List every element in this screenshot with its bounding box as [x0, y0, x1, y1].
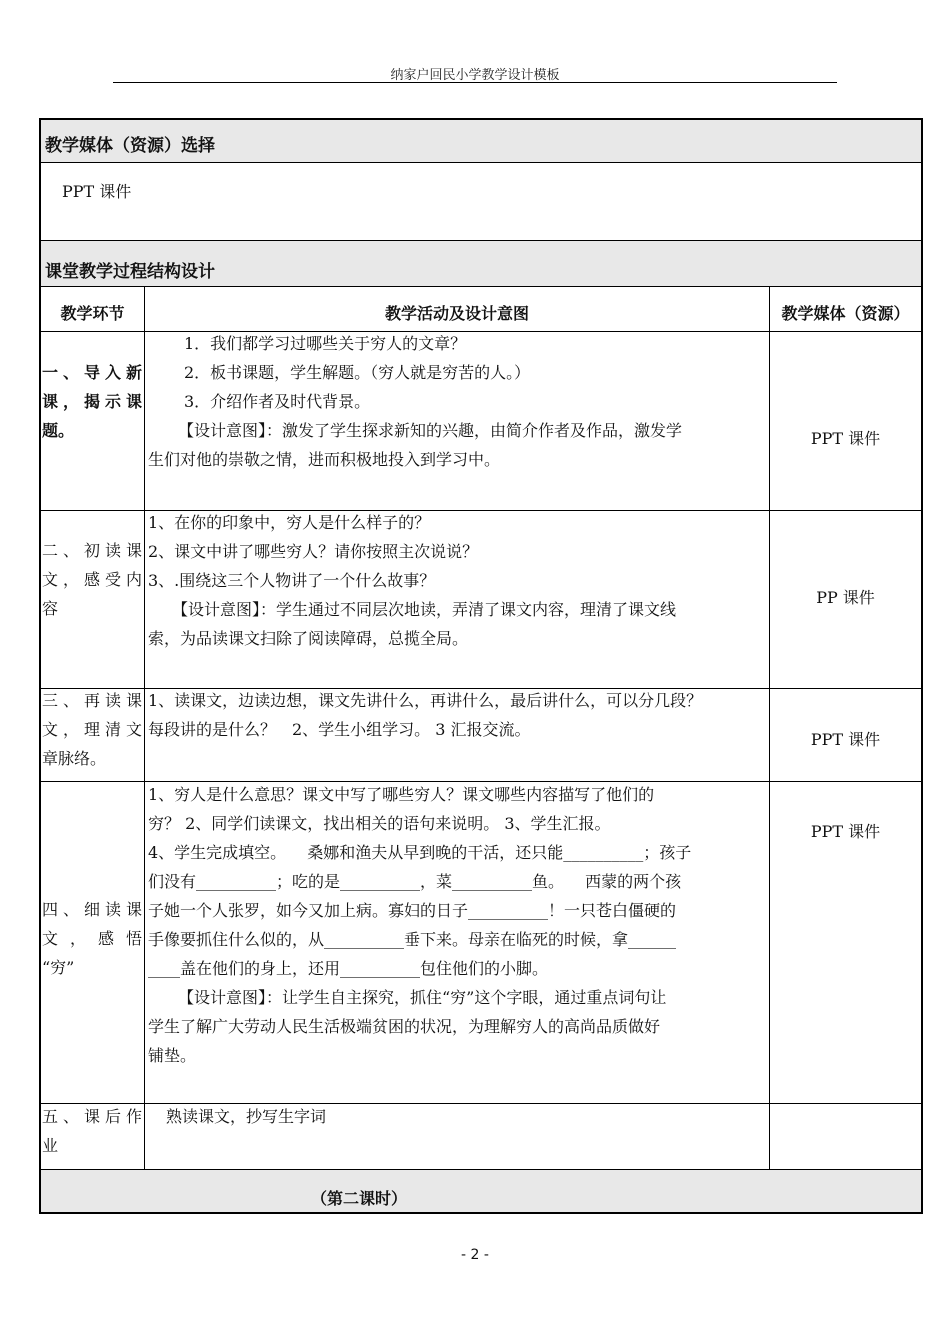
- design-intent-line: 【设计意图】：激发了学生探求新知的兴趣，由简介作者及作品，激发学: [178, 421, 683, 440]
- table-row-media: PPT 课件: [810, 822, 881, 841]
- second-lesson-band: [41, 1170, 921, 1212]
- activity-line: 1．我们都学习过哪些关于穷人的文章？: [184, 334, 467, 353]
- header-divider: [113, 82, 837, 83]
- stage-line: 五、课后作: [42, 1107, 142, 1126]
- design-intent-line: 索，为品读课文扫除了阅读障碍，总揽全局。: [148, 629, 469, 648]
- stage-line: 文，感受内: [42, 570, 142, 589]
- process-section-band: [41, 241, 921, 286]
- stage-line: 二、初读课: [42, 541, 142, 560]
- stage-line: 文，理清文: [42, 720, 142, 739]
- fill-blank-line: 手像要抓住什么似的，从__________垂下来。母亲在临死的时候，拿______: [148, 930, 677, 949]
- stage-line: 容: [42, 599, 59, 618]
- activity-line: 熟读课文，抄写生字词: [166, 1107, 327, 1126]
- table-row-media: PPT 课件: [810, 730, 881, 749]
- stage-line: 课，揭示课: [42, 392, 142, 411]
- activity-line: 1、读课文，边读边想，课文先讲什么，再讲什么，最后讲什么，可以分几段？: [148, 691, 703, 710]
- stage-line: 四、细读课: [42, 900, 142, 919]
- activity-line: 1、在你的印象中，穷人是什么样子的？: [148, 513, 431, 532]
- table-row-activity: [148, 329, 768, 474]
- table-row-activity: [166, 1102, 766, 1131]
- design-intent-line: 【设计意图】：让学生自主探究，抓住“穷”这个字眼，通过重点词句让: [178, 988, 667, 1007]
- table-row-media: PP 课件: [816, 588, 875, 607]
- activity-line: 3、.围绕这三个人物讲了一个什么故事？: [148, 571, 436, 590]
- header-stage: 教学环节: [60, 304, 125, 323]
- table-row-stage: [42, 536, 142, 623]
- design-intent-line: 铺垫。: [148, 1046, 197, 1065]
- header-media: 教学媒体（资源）: [781, 304, 910, 323]
- fill-blank-line: 4、学生完成填空。 桑娜和渔夫从早到晚的干活，还只能__________；孩子: [148, 843, 692, 862]
- header-activity: 教学活动及设计意图: [384, 304, 529, 323]
- media-section-content: PPT 课件: [62, 182, 132, 201]
- fill-blank-line: 子她一个人张罗，如今又加上病。寡妇的日子__________！一只苍白僵硬的: [148, 901, 677, 920]
- table-row-activity: [148, 686, 768, 744]
- activity-line: 2．板书课题，学生解题。（穷人就是穷苦的人。）: [184, 363, 531, 382]
- table-row-activity: [148, 780, 768, 1070]
- column-divider: [144, 287, 145, 1169]
- table-row-stage: [42, 895, 142, 982]
- activity-line: 每段讲的是什么？ 2、学生小组学习。 3 汇报交流。: [148, 720, 531, 739]
- stage-line: “穷”: [42, 958, 75, 977]
- design-intent-line: 学生了解广大劳动人民生活极端贫困的状况，为理解穷人的高尚品质做好: [148, 1017, 661, 1036]
- page-number: - 2 -: [461, 1247, 489, 1263]
- table-row-stage: [42, 686, 142, 773]
- stage-line: 三、再读课: [42, 691, 142, 710]
- media-section-title: 教学媒体（资源）选择: [45, 136, 215, 156]
- activity-line: 1、穷人是什么意思？课文中写了哪些穷人？课文哪些内容描写了他们的: [148, 785, 655, 804]
- activity-line: 2、课文中讲了哪些穷人？请你按照主次说说？: [148, 542, 479, 561]
- table-row-stage: [42, 1102, 142, 1160]
- design-intent-line: 【设计意图】：学生通过不同层次地读，弄清了课文内容，理清了课文线: [172, 600, 677, 619]
- stage-line: 文 ， 感 悟: [42, 929, 142, 948]
- divider: [41, 162, 921, 163]
- stage-line: 业: [42, 1136, 59, 1155]
- fill-blank-line: ____盖在他们的身上，还用__________包住他们的小脚。: [148, 959, 549, 978]
- page-header-title: 纳家户回民小学教学设计模板: [390, 68, 560, 83]
- activity-line: 3．介绍作者及时代背景。: [184, 392, 371, 411]
- activity-line: 穷？ 2、同学们读课文，找出相关的语句来说明。 3、学生汇报。: [148, 814, 611, 833]
- divider: [41, 286, 921, 287]
- media-section-band: [41, 120, 921, 162]
- second-lesson-title: （第二课时）: [311, 1189, 408, 1208]
- table-row-activity: [148, 508, 768, 653]
- fill-blank-line: 们没有__________；吃的是__________，菜__________鱼。 西蒙的两个孩: [148, 872, 682, 891]
- stage-line: 章脉络。: [42, 749, 107, 768]
- table-row-stage: [42, 358, 142, 445]
- table-row-media: PPT 课件: [810, 429, 881, 448]
- stage-line: 一、导入新: [42, 363, 142, 382]
- design-intent-line: 生们对他的崇敬之情，进而积极地投入到学习中。: [148, 450, 501, 469]
- process-section-title: 课堂教学过程结构设计: [45, 262, 215, 282]
- stage-line: 题。: [42, 421, 75, 440]
